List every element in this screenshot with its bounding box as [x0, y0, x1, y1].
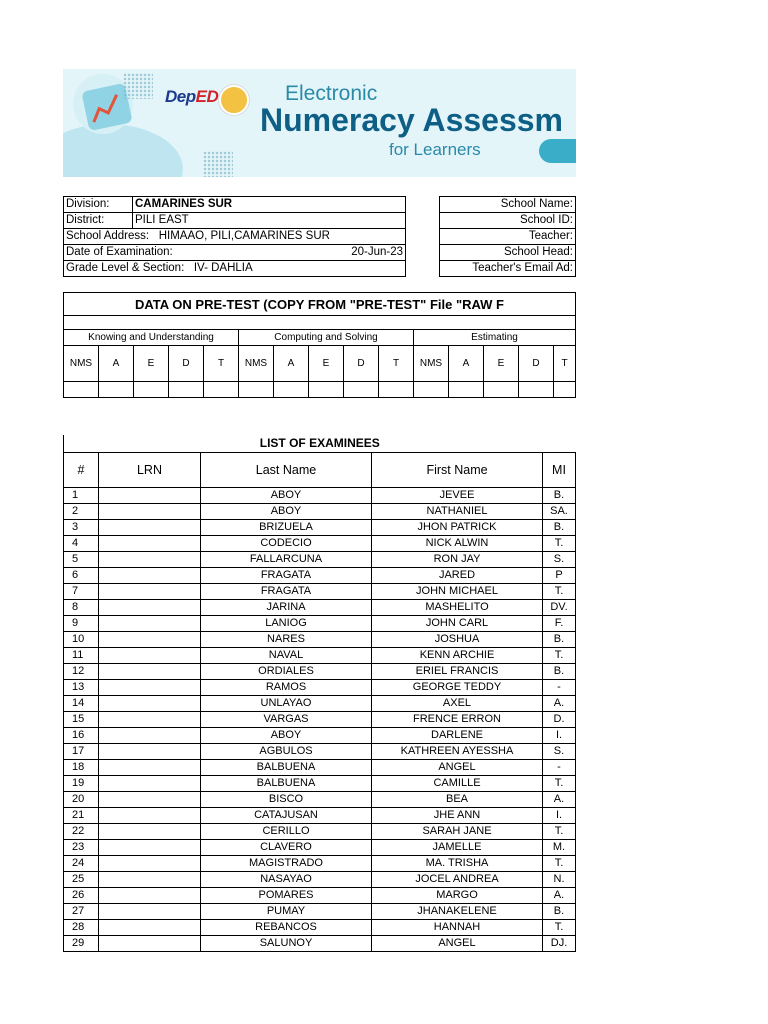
header-banner: [63, 69, 576, 177]
last-name-cell: ABOY: [201, 488, 372, 504]
table-row: [64, 552, 576, 568]
middle-initial-cell: SA.: [543, 504, 576, 520]
lrn-cell: [99, 920, 201, 936]
table-row: [64, 856, 576, 872]
examinees-table: [63, 435, 576, 952]
middle-initial-cell: N.: [543, 872, 576, 888]
table-row: [64, 648, 576, 664]
middle-initial-cell: B.: [543, 520, 576, 536]
last-name-cell: ORDIALES: [201, 664, 372, 680]
table-row: [64, 840, 576, 856]
last-name-cell: BALBUENA: [201, 760, 372, 776]
lrn-cell: [99, 824, 201, 840]
row-number: 23: [64, 840, 99, 856]
middle-initial-cell: A.: [543, 792, 576, 808]
lrn-cell: [99, 584, 201, 600]
lrn-cell: [99, 936, 201, 952]
first-name-cell: GEORGE TEDDY: [372, 680, 543, 696]
table-row: [64, 936, 576, 952]
group-computing: Computing and Solving: [239, 330, 414, 346]
lrn-cell: [99, 792, 201, 808]
first-name-cell: JAMELLE: [372, 840, 543, 856]
pretest-data-row: [64, 382, 576, 398]
row-number: 3: [64, 520, 99, 536]
table-row: [64, 904, 576, 920]
first-name-cell: AXEL: [372, 696, 543, 712]
middle-initial-cell: DJ.: [543, 936, 576, 952]
row-number: 22: [64, 824, 99, 840]
first-name-cell: BEA: [372, 792, 543, 808]
last-name-cell: LANIOG: [201, 616, 372, 632]
lrn-cell: [99, 776, 201, 792]
row-number: 10: [64, 632, 99, 648]
lrn-cell: [99, 632, 201, 648]
middle-initial-cell: -: [543, 680, 576, 696]
last-name-cell: NAVAL: [201, 648, 372, 664]
row-number: 12: [64, 664, 99, 680]
first-name-cell: RON JAY: [372, 552, 543, 568]
lrn-cell: [99, 856, 201, 872]
deped-logo: DepED: [165, 87, 219, 106]
lrn-cell: [99, 504, 201, 520]
row-number: 24: [64, 856, 99, 872]
last-name-cell: NASAYAO: [201, 872, 372, 888]
info-row-exam-date: Date of Examination: 20-Jun-23: [64, 245, 406, 261]
middle-initial-cell: -: [543, 760, 576, 776]
row-number: 20: [64, 792, 99, 808]
row-number: 11: [64, 648, 99, 664]
pretest-subheader-row: NMS A E D T NMS A E D T NMS A E D T: [64, 346, 576, 382]
school-id-label: School ID:: [440, 213, 576, 229]
row-number: 19: [64, 776, 99, 792]
examinees-header-row: # LRN Last Name First Name MI: [64, 453, 576, 488]
middle-initial-cell: A.: [543, 696, 576, 712]
row-number: 6: [64, 568, 99, 584]
last-name-cell: FRAGATA: [201, 584, 372, 600]
first-name-cell: ANGEL: [372, 760, 543, 776]
lrn-cell: [99, 520, 201, 536]
first-name-cell: NICK ALWIN: [372, 536, 543, 552]
table-row: [64, 888, 576, 904]
last-name-cell: ABOY: [201, 504, 372, 520]
row-number: 13: [64, 680, 99, 696]
school-name-label: School Name:: [440, 197, 576, 213]
last-name-cell: PUMAY: [201, 904, 372, 920]
table-row: [64, 488, 576, 504]
middle-initial-cell: B.: [543, 632, 576, 648]
row-number: 25: [64, 872, 99, 888]
row-number: 9: [64, 616, 99, 632]
middle-initial-cell: T.: [543, 824, 576, 840]
row-number: 1: [64, 488, 99, 504]
row-number: 26: [64, 888, 99, 904]
table-row: [64, 584, 576, 600]
last-name-cell: FALLARCUNA: [201, 552, 372, 568]
last-name-cell: CODECIO: [201, 536, 372, 552]
table-row: [64, 728, 576, 744]
lrn-cell: [99, 648, 201, 664]
last-name-cell: NARES: [201, 632, 372, 648]
last-name-cell: BRIZUELA: [201, 520, 372, 536]
table-row: [64, 632, 576, 648]
lrn-cell: [99, 872, 201, 888]
lrn-cell: [99, 616, 201, 632]
first-name-cell: SARAH JANE: [372, 824, 543, 840]
row-number: 29: [64, 936, 99, 952]
row-number: 14: [64, 696, 99, 712]
banner-title-line3: for Learners: [389, 140, 481, 159]
lrn-cell: [99, 664, 201, 680]
first-name-cell: JHE ANN: [372, 808, 543, 824]
last-name-cell: REBANCOS: [201, 920, 372, 936]
first-name-cell: CAMILLE: [372, 776, 543, 792]
first-name-cell: JARED: [372, 568, 543, 584]
middle-initial-cell: T.: [543, 584, 576, 600]
last-name-cell: VARGAS: [201, 712, 372, 728]
last-name-cell: SALUNOY: [201, 936, 372, 952]
first-name-cell: JOSHUA: [372, 632, 543, 648]
last-name-cell: MAGISTRADO: [201, 856, 372, 872]
lrn-cell: [99, 728, 201, 744]
row-number: 2: [64, 504, 99, 520]
middle-initial-cell: A.: [543, 888, 576, 904]
first-name-cell: NATHANIEL: [372, 504, 543, 520]
middle-initial-cell: T.: [543, 920, 576, 936]
last-name-cell: UNLAYAO: [201, 696, 372, 712]
last-name-cell: CERILLO: [201, 824, 372, 840]
middle-initial-cell: B.: [543, 904, 576, 920]
info-row-district: District: PILI EAST: [64, 213, 406, 229]
first-name-cell: JEVEE: [372, 488, 543, 504]
last-name-cell: FRAGATA: [201, 568, 372, 584]
table-row: [64, 680, 576, 696]
lrn-cell: [99, 808, 201, 824]
group-estimating: Estimating: [414, 330, 576, 346]
table-row: [64, 744, 576, 760]
last-name-cell: JARINA: [201, 600, 372, 616]
table-row: [64, 536, 576, 552]
middle-initial-cell: I.: [543, 808, 576, 824]
row-number: 7: [64, 584, 99, 600]
table-row: [64, 696, 576, 712]
pretest-table: [63, 292, 576, 398]
middle-initial-cell: P: [543, 568, 576, 584]
teacher-info-table: [439, 196, 576, 277]
middle-initial-cell: F.: [543, 616, 576, 632]
first-name-cell: HANNAH: [372, 920, 543, 936]
last-name-cell: CATAJUSAN: [201, 808, 372, 824]
row-number: 28: [64, 920, 99, 936]
first-name-cell: ANGEL: [372, 936, 543, 952]
banner-title-line1: Electronic: [285, 82, 378, 105]
row-number: 21: [64, 808, 99, 824]
last-name-cell: RAMOS: [201, 680, 372, 696]
first-name-cell: KATHREEN AYESSHA: [372, 744, 543, 760]
last-name-cell: ABOY: [201, 728, 372, 744]
group-knowing: Knowing and Understanding: [64, 330, 239, 346]
dot-pattern-icon: [203, 151, 233, 177]
table-row: [64, 520, 576, 536]
last-name-cell: BISCO: [201, 792, 372, 808]
table-row: [64, 824, 576, 840]
table-row: [64, 504, 576, 520]
middle-initial-cell: S.: [543, 552, 576, 568]
middle-initial-cell: DV.: [543, 600, 576, 616]
last-name-cell: BALBUENA: [201, 776, 372, 792]
lrn-cell: [99, 712, 201, 728]
lrn-cell: [99, 744, 201, 760]
first-name-cell: DARLENE: [372, 728, 543, 744]
middle-initial-cell: T.: [543, 856, 576, 872]
first-name-cell: MA. TRISHA: [372, 856, 543, 872]
row-number: 27: [64, 904, 99, 920]
teacher-email-label: Teacher's Email Ad:: [440, 261, 576, 277]
info-row-grade-section: Grade Level & Section: IV- DAHLIA: [64, 261, 406, 277]
first-name-cell: JOHN MICHAEL: [372, 584, 543, 600]
lrn-cell: [99, 888, 201, 904]
first-name-cell: JHON PATRICK: [372, 520, 543, 536]
table-row: [64, 664, 576, 680]
middle-initial-cell: S.: [543, 744, 576, 760]
row-number: 15: [64, 712, 99, 728]
row-number: 16: [64, 728, 99, 744]
table-row: [64, 760, 576, 776]
lrn-cell: [99, 904, 201, 920]
last-name-cell: POMARES: [201, 888, 372, 904]
lrn-cell: [99, 552, 201, 568]
table-row: [64, 600, 576, 616]
table-row: [64, 568, 576, 584]
middle-initial-cell: T.: [543, 536, 576, 552]
first-name-cell: FRENCE ERRON: [372, 712, 543, 728]
banner-pill-decoration: [539, 139, 576, 163]
school-head-label: School Head:: [440, 245, 576, 261]
middle-initial-cell: B.: [543, 488, 576, 504]
middle-initial-cell: T.: [543, 648, 576, 664]
info-row-address: School Address: HIMAAO, PILI,CAMARINES SUR: [64, 229, 406, 245]
pretest-title: DATA ON PRE-TEST (COPY FROM "PRE-TEST" File "RAW F: [64, 293, 576, 316]
teacher-label: Teacher:: [440, 229, 576, 245]
table-row: [64, 616, 576, 632]
examinees-caption: LIST OF EXAMINEES: [64, 435, 576, 453]
lrn-cell: [99, 696, 201, 712]
banner-decoration: [63, 124, 183, 177]
middle-initial-cell: D.: [543, 712, 576, 728]
row-number: 8: [64, 600, 99, 616]
last-name-cell: AGBULOS: [201, 744, 372, 760]
info-row-division: Division: CAMARINES SUR: [64, 197, 406, 213]
first-name-cell: KENN ARCHIE: [372, 648, 543, 664]
school-seal-icon: [219, 85, 249, 115]
row-number: 17: [64, 744, 99, 760]
row-number: 5: [64, 552, 99, 568]
lrn-cell: [99, 840, 201, 856]
row-number: 4: [64, 536, 99, 552]
last-name-cell: CLAVERO: [201, 840, 372, 856]
banner-title-line2: Numeracy Assessm: [260, 102, 563, 138]
first-name-cell: JHANAKELENE: [372, 904, 543, 920]
lrn-cell: [99, 680, 201, 696]
school-info-table: [63, 196, 406, 277]
dot-pattern-icon: [123, 73, 153, 99]
table-row: [64, 808, 576, 824]
first-name-cell: MASHELITO: [372, 600, 543, 616]
first-name-cell: JOHN CARL: [372, 616, 543, 632]
lrn-cell: [99, 536, 201, 552]
middle-initial-cell: I.: [543, 728, 576, 744]
first-name-cell: JOCEL ANDREA: [372, 872, 543, 888]
table-row: [64, 920, 576, 936]
middle-initial-cell: M.: [543, 840, 576, 856]
lrn-cell: [99, 600, 201, 616]
table-row: [64, 792, 576, 808]
lrn-cell: [99, 568, 201, 584]
middle-initial-cell: T.: [543, 776, 576, 792]
table-row: [64, 712, 576, 728]
lrn-cell: [99, 760, 201, 776]
row-number: 18: [64, 760, 99, 776]
first-name-cell: ERIEL FRANCIS: [372, 664, 543, 680]
table-row: [64, 872, 576, 888]
table-row: [64, 776, 576, 792]
middle-initial-cell: B.: [543, 664, 576, 680]
first-name-cell: MARGO: [372, 888, 543, 904]
lrn-cell: [99, 488, 201, 504]
